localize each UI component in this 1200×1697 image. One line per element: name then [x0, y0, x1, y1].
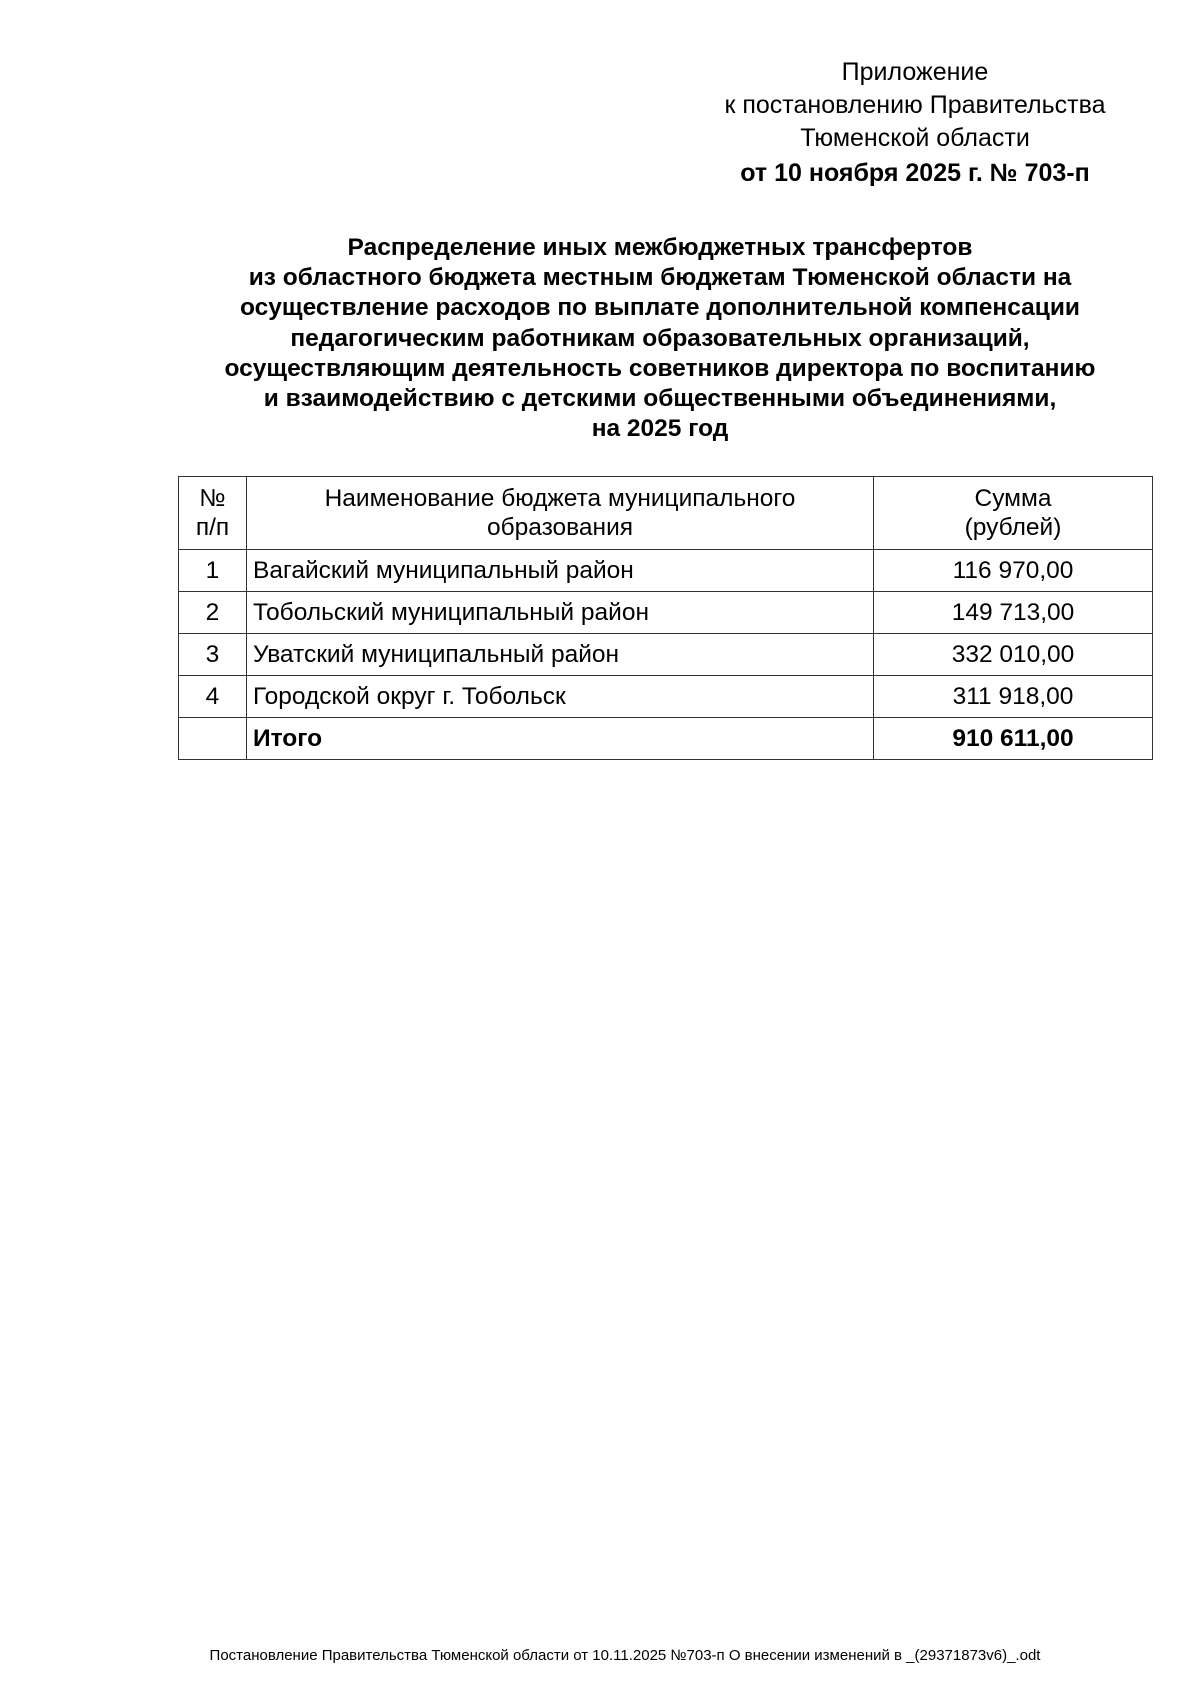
row-name: Городской округ г. Тобольск: [247, 676, 874, 718]
header-name-line2: образования: [486, 514, 634, 541]
row-name: Уватский муниципальный район: [247, 634, 874, 676]
appendix-date-number: от 10 ноября 2025 г. № 703-п: [740, 159, 1090, 187]
title-line: на 2025 год: [591, 415, 729, 443]
header-num: [179, 477, 247, 550]
title-line: педагогическим работникам образовательных организаций,: [290, 324, 1030, 352]
title-line: Распределение иных межбюджетных трансфертов: [347, 234, 973, 261]
table-row: [179, 592, 1153, 634]
title-line: из областного бюджета местным бюджетам Тюменской области на: [248, 264, 1072, 292]
footer-filename: Постановление Правительства Тюменской области от 10.11.2025 №703-п О внесении изменений в _(29371873v6)_.odt: [209, 1647, 1041, 1664]
appendix-decree-ref: к постановлению Правительства: [724, 91, 1106, 119]
row-num: 2: [179, 592, 247, 634]
row-sum: 332 010,00: [874, 634, 1153, 676]
appendix-label: Приложение: [841, 58, 989, 86]
header-num-line1: №: [199, 485, 226, 512]
appendix-block: [690, 56, 1140, 190]
header-num-line2: п/п: [195, 514, 230, 541]
table-header-row: [179, 477, 1153, 550]
title-line: осуществляющим деятельность советников директора по воспитанию: [224, 354, 1096, 382]
row-sum: 311 918,00: [874, 676, 1153, 718]
header-sum: [874, 477, 1153, 550]
table-row: [179, 676, 1153, 718]
row-name: Вагайский муниципальный район: [247, 550, 874, 592]
header-sum-line1: Сумма: [974, 485, 1052, 512]
total-sum: 910 611,00: [874, 718, 1153, 760]
header-sum-line2: (рублей): [964, 514, 1062, 541]
row-num: 4: [179, 676, 247, 718]
appendix-region: Тюменской области: [800, 124, 1030, 152]
total-num: [179, 718, 247, 760]
table-row: [179, 634, 1153, 676]
row-name: Тобольский муниципальный район: [247, 592, 874, 634]
row-num: 1: [179, 550, 247, 592]
table-total-row: [179, 718, 1153, 760]
row-num: 3: [179, 634, 247, 676]
title-line: и взаимодействию с детскими общественными объединениями,: [263, 385, 1057, 413]
header-name: [247, 477, 874, 550]
title-line: осуществление расходов по выплате дополнительной компенсации: [240, 294, 1080, 322]
header-name-line1: Наименование бюджета муниципального: [324, 485, 796, 512]
table-row: [179, 550, 1153, 592]
row-sum: 116 970,00: [874, 550, 1153, 592]
row-sum: 149 713,00: [874, 592, 1153, 634]
distribution-table: [178, 476, 1153, 760]
document-title: [160, 233, 1160, 444]
total-label: Итого: [247, 718, 874, 760]
